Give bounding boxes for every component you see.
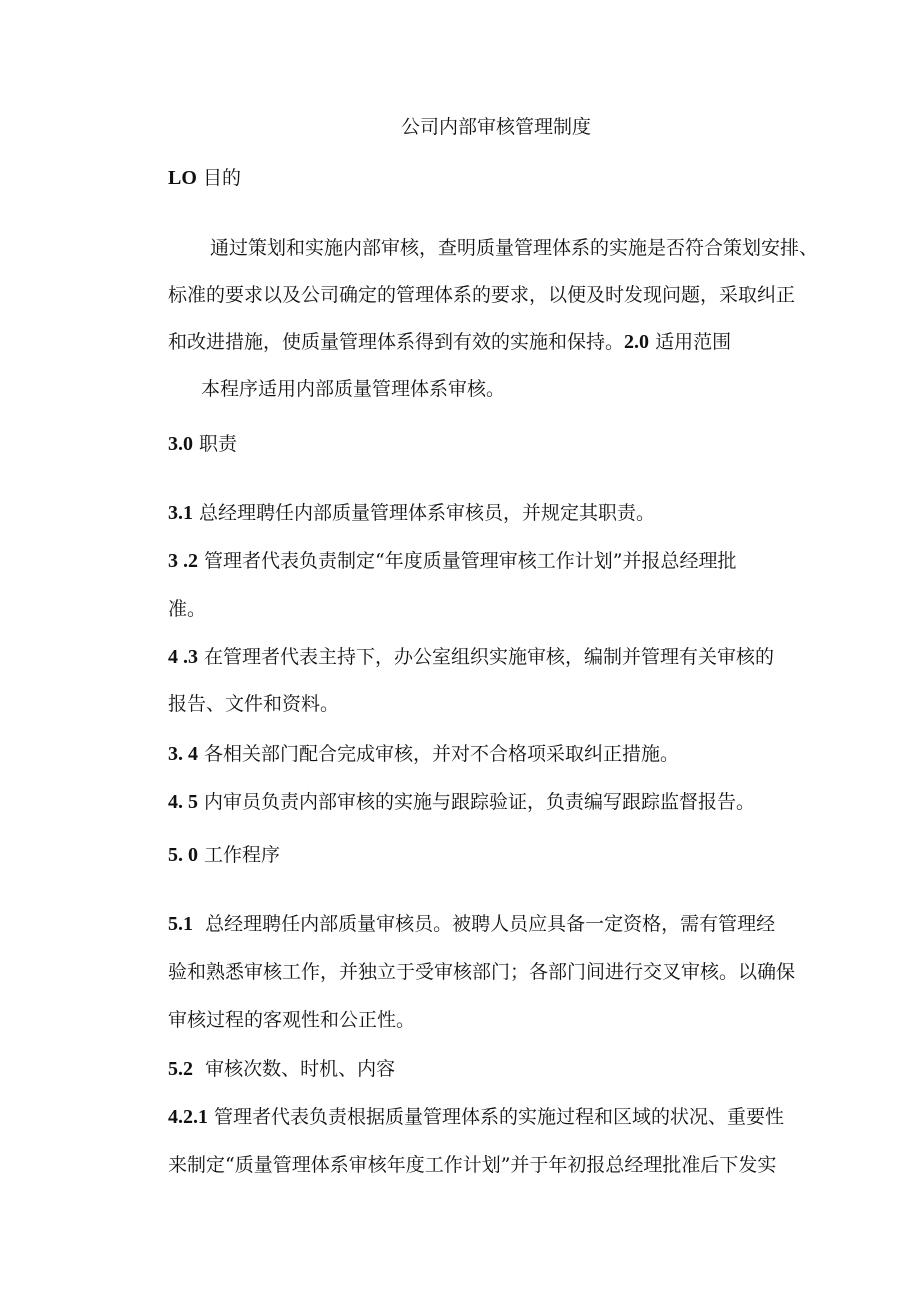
section-1-heading	[168, 166, 241, 190]
item-5-2	[168, 1057, 395, 1081]
item-3-3-text: 在管理者代表主持下，办公室组织实施审核，编制并管理有关审核的	[204, 646, 775, 668]
section-5-heading	[168, 843, 280, 867]
item-3-4-text: 各相关部门配合完成审核，并对不合格项采取纠正措施。	[204, 743, 680, 765]
item-5-2-text: 审核次数、时机、内容	[205, 1058, 396, 1080]
item-3-3-number: 4 .3	[168, 646, 198, 668]
document-title: 公司内部审核管理制度	[401, 116, 592, 138]
paragraph-1-line-2: 标准的要求以及公司确定的管理体系的要求，以便及时发现问题，采取纠正	[168, 284, 796, 306]
section-3-heading	[168, 432, 237, 456]
paragraph-2-line-1: 本程序适用内部质量管理体系审核。	[201, 378, 506, 400]
item-4-2-1-line-2: 来制定“质量管理体系审核年度工作计划”并于年初报总经理批准后下发实	[168, 1154, 777, 1176]
section-1-number: LO	[168, 167, 197, 189]
item-3-3-continuation: 报告、文件和资料。	[168, 693, 340, 715]
item-5-1-line-2: 验和熟悉审核工作，并独立于受审核部门；各部门间进行交叉审核。以确保	[168, 961, 796, 983]
item-5-1-line-1: 总经理聘任内部质量审核员。被聘人员应具备一定资格，需有管理经	[205, 913, 776, 935]
item-3-2-text: 管理者代表负责制定“年度质量管理审核工作计划”并报总经理批	[204, 550, 737, 572]
section-3-number: 3.0	[168, 433, 193, 455]
section-5-title: 工作程序	[204, 844, 281, 866]
item-5-2-number: 5.2	[168, 1058, 193, 1080]
section-5-number: 5. 0	[168, 844, 198, 866]
item-5-1-number: 5.1	[168, 913, 193, 935]
item-5-1	[168, 912, 775, 936]
section-2-number: 2.0	[624, 331, 650, 353]
item-3-1	[168, 501, 655, 525]
item-3-2-continuation: 准。	[168, 598, 207, 620]
paragraph-1-line-3-text: 和改进措施，使质量管理体系得到有效的实施和保持。	[168, 331, 625, 353]
paragraph-1-line-1: 通过策划和实施内部审核，查明质量管理体系的实施是否符合策划安排、	[210, 237, 819, 259]
item-3-3	[168, 645, 774, 669]
item-3-4	[168, 742, 679, 766]
item-3-5	[168, 790, 755, 814]
section-2-title: 适用范围	[655, 331, 732, 353]
item-3-4-number: 3. 4	[168, 743, 198, 765]
item-5-1-line-3: 审核过程的客观性和公正性。	[168, 1009, 416, 1031]
item-4-2-1-number: 4.2.1	[168, 1106, 208, 1128]
item-4-2-1	[168, 1105, 784, 1129]
item-3-5-number: 4. 5	[168, 791, 198, 813]
item-3-2-number: 3 .2	[168, 550, 198, 572]
item-3-5-text: 内审员负责内部审核的实施与跟踪验证，负责编写跟踪监督报告。	[204, 791, 756, 813]
item-3-1-number: 3.1	[168, 502, 193, 524]
item-3-2	[168, 549, 736, 573]
item-4-2-1-line-1: 管理者代表负责根据质量管理体系的实施过程和区域的状况、重要性	[214, 1106, 785, 1128]
paragraph-1-line-3	[168, 330, 731, 354]
section-1-title: 目的	[202, 167, 241, 189]
section-3-title: 职责	[199, 433, 238, 455]
item-3-1-text: 总经理聘任内部质量管理体系审核员，并规定其职责。	[199, 502, 656, 524]
